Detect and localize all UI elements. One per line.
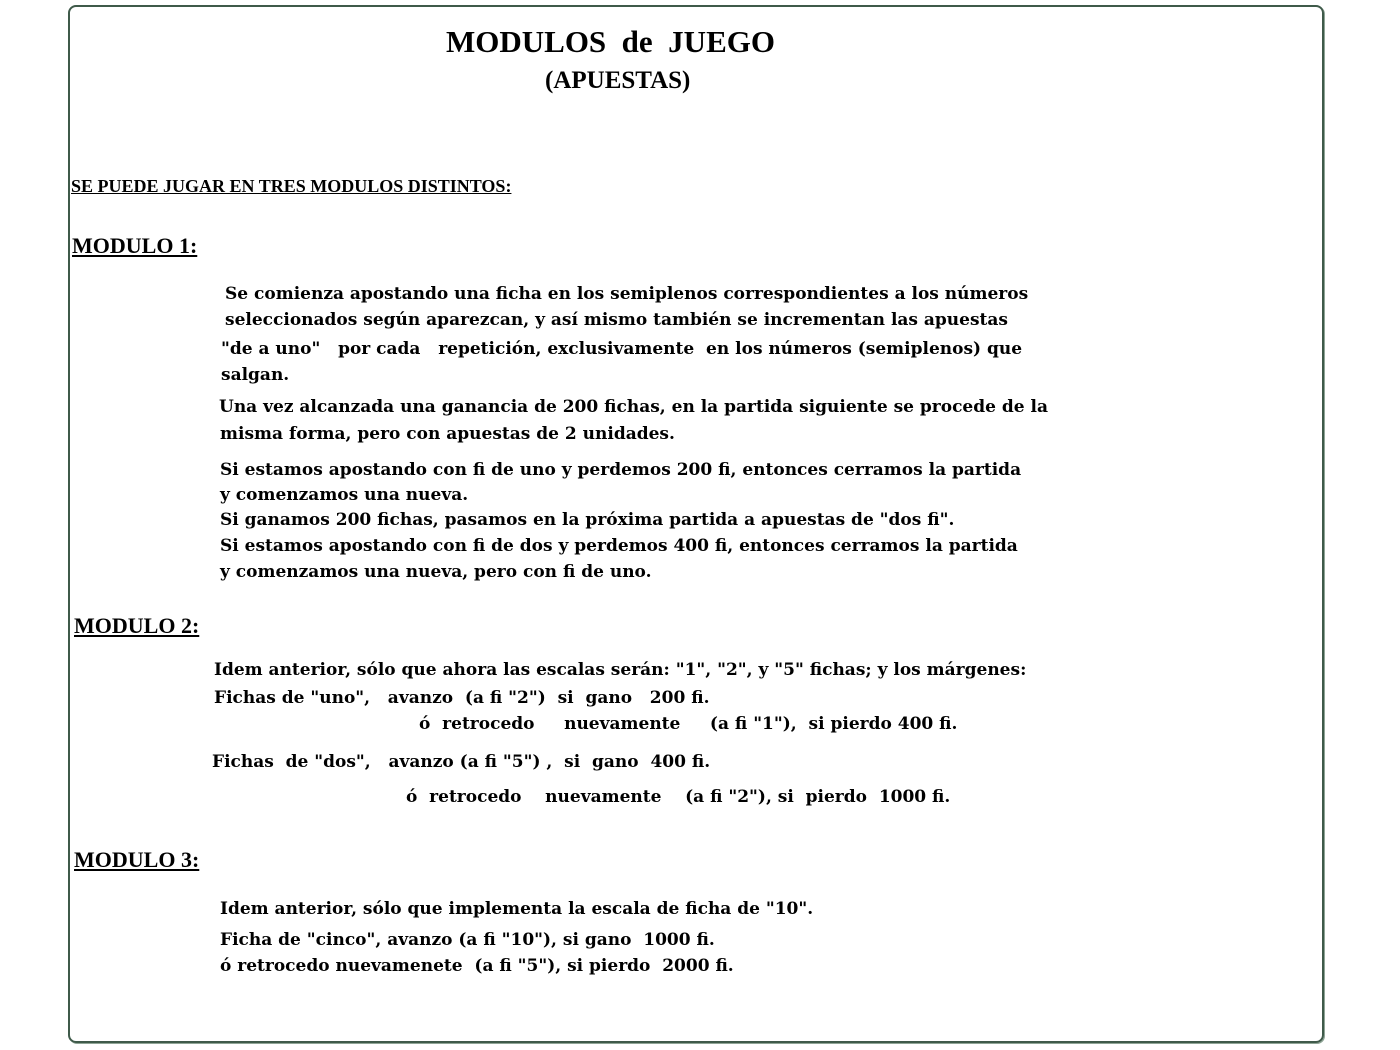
page-subtitle: (APUESTAS)	[545, 67, 691, 94]
modulo-1-line: Una vez alcanzada una ganancia de 200 fichas, en la partida siguiente se procede de la	[219, 397, 1048, 417]
modulo-1-line: Si ganamos 200 fichas, pasamos en la próxima partida a apuestas de "dos fi".	[220, 510, 955, 530]
modulo-1-heading: MODULO 1:	[72, 233, 198, 258]
modulo-2-line: Idem anterior, sólo que ahora las escalas serán: "1", "2", y "5" fichas; y los márgenes:	[214, 660, 1027, 680]
modulo-1-line: misma forma, pero con apuestas de 2 unidades.	[220, 424, 675, 444]
modulo-1-line: "de a uno" por cada repetición, exclusivamente en los números (semiplenos) que	[221, 339, 1023, 359]
modulo-2-line: ó retrocedo nuevamente (a fi "2"), si pierdo 1000 fi.	[406, 787, 951, 807]
modulo-2-line: ó retrocedo nuevamente (a fi "1"), si pierdo 400 fi.	[419, 714, 958, 734]
modulo-2-line: Fichas de "uno", avanzo (a fi "2") si gano 200 fi.	[214, 688, 710, 708]
modulo-1-line: Si estamos apostando con fi de dos y perdemos 400 fi, entonces cerramos la partida	[220, 536, 1018, 556]
modulo-1-line: Se comienza apostando una ficha en los semiplenos correspondientes a los números	[225, 284, 1029, 304]
modulo-1-line: salgan.	[221, 365, 290, 385]
modulo-2-heading: MODULO 2:	[74, 613, 200, 638]
modulo-2-line: Fichas de "dos", avanzo (a fi "5") , si gano 400 fi.	[212, 752, 711, 772]
modulo-3-line: Idem anterior, sólo que implementa la escala de ficha de "10".	[220, 899, 814, 919]
modulo-3-heading: MODULO 3:	[74, 847, 200, 872]
modulo-1-line: y comenzamos una nueva.	[220, 485, 469, 505]
page-title: MODULOS de JUEGO	[446, 24, 775, 59]
modulo-3-line: Ficha de "cinco", avanzo (a fi "10"), si gano 1000 fi.	[220, 930, 715, 950]
modulo-1-line: Si estamos apostando con fi de uno y perdemos 200 fi, entonces cerramos la partida	[220, 460, 1022, 480]
modulo-1-line: seleccionados según aparezcan, y así mismo también se incrementan las apuestas	[225, 310, 1008, 330]
modulo-1-line: y comenzamos una nueva, pero con fi de uno.	[220, 562, 652, 582]
intro-heading: SE PUEDE JUGAR EN TRES MODULOS DISTINTOS:	[71, 176, 512, 196]
modulo-3-line: ó retrocedo nuevamenete (a fi "5"), si pierdo 2000 fi.	[220, 956, 734, 976]
